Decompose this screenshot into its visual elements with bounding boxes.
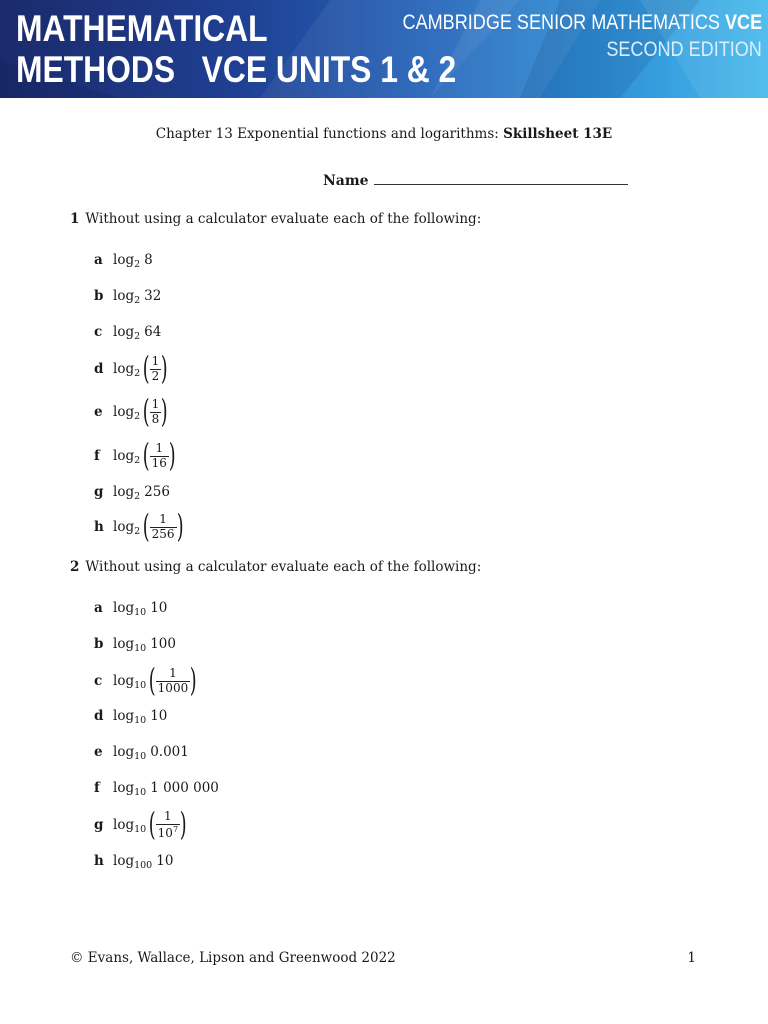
log-base: 2 [134, 525, 141, 537]
question-part [94, 661, 197, 701]
log-argument: 64 [144, 324, 162, 340]
fraction-argument [142, 392, 168, 430]
log-base: 10 [134, 606, 147, 618]
part-label: d [94, 708, 104, 724]
question-part [94, 349, 168, 389]
left-paren: ( [148, 661, 156, 699]
question-number: 2 [70, 559, 80, 575]
right-paren: ) [176, 507, 184, 545]
log-base: 2 [134, 410, 141, 422]
copyright: © Evans, Wallace, Lipson and Greenwood 2022 [70, 950, 396, 966]
question-number: 1 [70, 211, 80, 227]
part-label: f [94, 780, 100, 796]
log-word: log [113, 780, 135, 796]
question-part [94, 732, 189, 772]
banner-title-line1: MATHEMATICAL [16, 8, 268, 49]
question-part [94, 841, 173, 881]
banner-edition: SECOND EDITION [606, 38, 762, 61]
question-part [94, 624, 176, 664]
name-line[interactable] [374, 172, 628, 185]
denominator [150, 456, 169, 471]
numerator: 1 [169, 665, 177, 680]
part-label: a [94, 600, 103, 616]
question-part [94, 436, 175, 476]
left-paren: ( [148, 805, 156, 843]
numerator: 1 [159, 511, 167, 526]
part-label: f [94, 448, 100, 464]
log-expression [113, 636, 176, 652]
fraction [156, 810, 180, 841]
log-expression [113, 507, 184, 545]
right-paren: ) [168, 436, 176, 474]
fraction-argument [148, 661, 197, 699]
log-word: log [113, 404, 135, 420]
fraction-argument [142, 436, 176, 474]
log-expression [113, 661, 197, 699]
log-base: 100 [134, 859, 153, 871]
log-expression [113, 349, 168, 387]
denominator [156, 824, 180, 841]
question-part [94, 472, 170, 512]
log-base: 10 [134, 714, 147, 726]
question-text: Without using a calculator evaluate each of the following: [85, 211, 482, 227]
log-argument: 256 [144, 484, 170, 500]
log-expression [113, 780, 219, 796]
fraction-argument [142, 349, 168, 387]
log-expression [113, 324, 161, 340]
log-argument: 8 [144, 252, 153, 268]
log-word: log [113, 853, 135, 869]
denominator-value: 1000 [157, 680, 189, 695]
fraction-argument [148, 805, 187, 843]
left-paren: ( [142, 392, 150, 430]
question-part [94, 507, 183, 547]
question-part [94, 805, 187, 845]
question-part [94, 240, 153, 280]
log-word: log [113, 324, 135, 340]
part-label: h [94, 519, 104, 535]
title-banner [0, 0, 768, 98]
denominator-value: 10 [157, 825, 173, 840]
log-argument: 0.001 [150, 744, 189, 760]
log-word: log [113, 744, 135, 760]
log-base: 10 [134, 750, 147, 762]
fraction [156, 667, 191, 696]
fraction [150, 513, 177, 542]
log-word: log [113, 361, 135, 377]
right-paren: ) [179, 805, 187, 843]
log-argument: 10 [156, 853, 174, 869]
banner-series-vce: VCE [724, 11, 762, 34]
log-word: log [113, 252, 135, 268]
denominator [150, 527, 177, 542]
log-expression [113, 392, 168, 430]
log-word: log [113, 817, 135, 833]
part-label: e [94, 744, 103, 760]
denominator-exponent: 7 [172, 824, 179, 834]
question-part [94, 768, 219, 808]
part-label: h [94, 853, 104, 869]
log-argument: 32 [144, 288, 162, 304]
log-argument: 10 [150, 600, 168, 616]
name-row [323, 172, 628, 189]
log-base: 2 [134, 258, 141, 270]
left-paren: ( [142, 436, 150, 474]
log-base: 10 [134, 679, 147, 691]
denominator-value: 2 [151, 368, 160, 383]
log-expression [113, 853, 173, 869]
log-expression [113, 744, 189, 760]
fraction [150, 442, 169, 471]
question-part [94, 696, 167, 736]
denominator-value: 16 [151, 455, 167, 470]
denominator [156, 681, 191, 696]
part-label: c [94, 324, 103, 340]
question-part [94, 588, 167, 628]
left-paren: ( [142, 349, 150, 387]
part-label: g [94, 484, 104, 500]
part-label: a [94, 252, 103, 268]
log-expression [113, 805, 187, 843]
log-word: log [113, 288, 135, 304]
log-word: log [113, 708, 135, 724]
part-label: c [94, 673, 103, 689]
log-base: 2 [134, 294, 141, 306]
numerator: 1 [151, 353, 160, 368]
chapter-title: Chapter 13 Exponential functions and logarithms: [155, 126, 499, 142]
numerator: 1 [151, 396, 160, 411]
question-part [94, 312, 161, 352]
log-base: 2 [134, 490, 141, 502]
question-2 [70, 559, 481, 575]
log-word: log [113, 448, 135, 464]
log-word: log [113, 673, 135, 689]
log-base: 10 [134, 642, 147, 654]
chapter-heading [0, 126, 768, 142]
log-expression [113, 252, 153, 268]
part-label: b [94, 288, 104, 304]
log-base: 2 [134, 330, 141, 342]
right-paren: ) [161, 349, 168, 387]
fraction-argument [142, 507, 184, 545]
denominator-value: 8 [151, 411, 160, 426]
question-part [94, 392, 168, 432]
log-expression [113, 600, 167, 616]
log-word: log [113, 600, 135, 616]
name-label: Name [323, 173, 369, 189]
log-base: 2 [134, 367, 141, 379]
part-label: b [94, 636, 104, 652]
page-number: 1 [687, 950, 696, 966]
log-expression [113, 436, 176, 474]
banner-series: CAMBRIDGE SENIOR MATHEMATICS VCE [402, 11, 762, 34]
log-base: 2 [134, 454, 141, 466]
right-paren: ) [161, 392, 168, 430]
right-paren: ) [190, 661, 197, 699]
question-part [94, 276, 161, 316]
denominator [150, 369, 162, 384]
fraction [150, 398, 162, 427]
log-word: log [113, 484, 135, 500]
banner-title-line2: METHODS VCE UNITS 1 & 2 [16, 49, 457, 90]
question-text: Without using a calculator evaluate each of the following: [85, 559, 482, 575]
denominator-value: 256 [151, 526, 175, 541]
fraction [150, 355, 162, 384]
question-1 [70, 211, 481, 227]
part-label: e [94, 404, 103, 420]
skillsheet-label: Skillsheet 13E [503, 126, 613, 142]
log-expression [113, 484, 170, 500]
numerator: 1 [164, 808, 172, 823]
log-expression [113, 708, 167, 724]
left-paren: ( [142, 507, 150, 545]
log-argument: 100 [150, 636, 176, 652]
log-word: log [113, 636, 135, 652]
denominator [150, 412, 162, 427]
log-expression [113, 288, 161, 304]
numerator: 1 [155, 440, 164, 455]
log-base: 10 [134, 786, 147, 798]
part-label: d [94, 361, 104, 377]
part-label: g [94, 817, 104, 833]
log-base: 10 [134, 823, 147, 835]
log-word: log [113, 519, 135, 535]
log-argument: 1 000 000 [150, 780, 219, 796]
log-argument: 10 [150, 708, 168, 724]
